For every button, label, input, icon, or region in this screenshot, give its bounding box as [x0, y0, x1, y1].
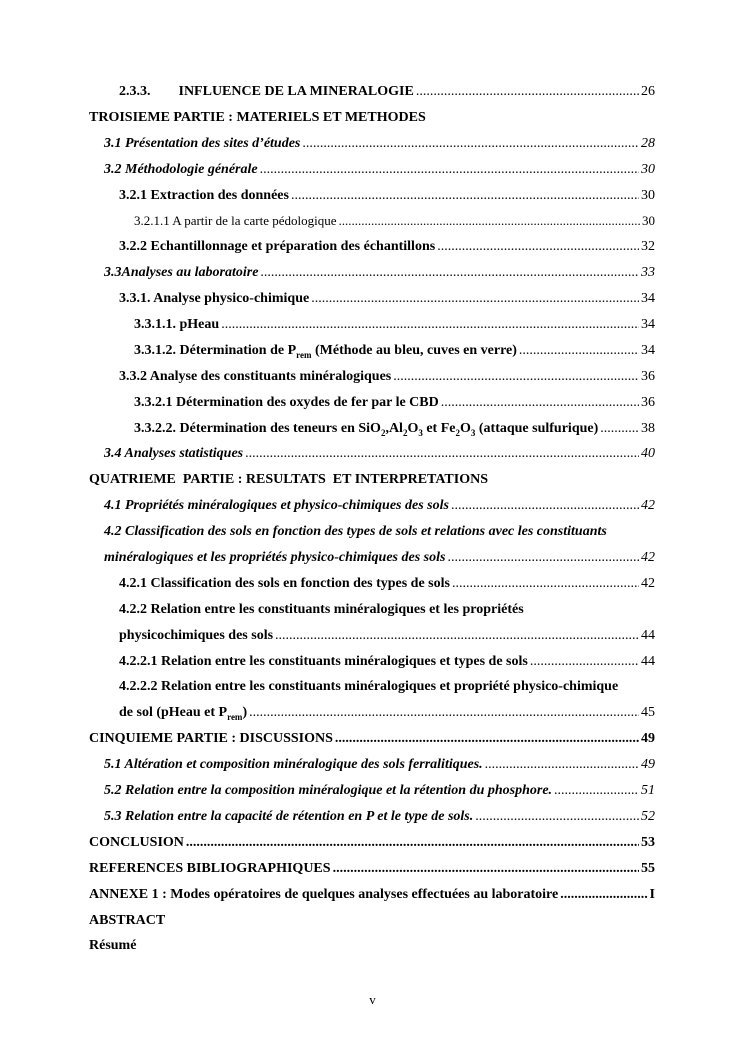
toc-title: 4.1 Propriétés minéralogiques et physico-chimiques des sols: [104, 498, 449, 514]
toc-title-continued: physicochimiques des sols: [119, 627, 274, 643]
dot-leader: [393, 369, 639, 385]
dot-leader: [600, 421, 639, 437]
toc-page: 45: [641, 705, 655, 721]
toc-references: [89, 861, 655, 887]
toc-entry-3-2-1: [89, 188, 655, 214]
toc-page: 42: [641, 498, 655, 514]
toc-conclusion: [89, 835, 655, 861]
toc-title: 3.3.2 Analyse des constituants minéralogiques: [119, 368, 392, 384]
toc-title: 4.2.1 Classification des sols en fonction des types de sols: [119, 575, 450, 591]
toc-page: 51: [641, 783, 655, 799]
toc-title: 3.2.2 Echantillonnage et préparation des échantillons: [119, 239, 436, 255]
toc-entry-4-2-2-line1: [89, 602, 655, 628]
toc-entry-3-4: [89, 446, 655, 472]
dot-leader: [485, 757, 639, 773]
toc-entry-5-1: [89, 757, 655, 783]
toc-entry-3-3-2-1: [89, 395, 655, 421]
toc-entry-5-2: [89, 783, 655, 809]
toc-title: QUATRIEME PARTIE : RESULTATS ET INTERPRETATIONS: [89, 472, 488, 488]
toc-resume: [89, 938, 655, 964]
toc-entry-3-3-2-2: [89, 421, 655, 447]
toc-title: CINQUIEME PARTIE : DISCUSSIONS: [89, 731, 333, 747]
toc-title: REFERENCES BIBLIOGRAPHIQUES: [89, 860, 331, 876]
toc-page: 36: [641, 368, 655, 384]
toc-title: 4.2.2.2 Relation entre les constituants minéralogiques et propriété physico-chimique: [119, 679, 619, 695]
toc-page: 30: [641, 187, 655, 203]
dot-leader: [554, 783, 639, 799]
toc-page: 55: [641, 860, 655, 876]
toc-title: 3.2.1.1 A partir de la carte pédologique: [134, 213, 337, 229]
toc-entry-4-2-2-2-line2: [89, 705, 655, 731]
toc-page: 30: [641, 161, 655, 177]
toc-page: 32: [641, 239, 655, 255]
dot-leader: [260, 265, 639, 281]
toc-title: TROISIEME PARTIE : MATERIELS ET METHODES: [89, 109, 426, 125]
toc-page: I: [649, 886, 655, 902]
dot-leader: [260, 162, 639, 178]
dot-leader: [475, 809, 639, 825]
dot-leader: [447, 550, 639, 566]
dot-leader: [335, 731, 639, 747]
dot-leader: [530, 654, 639, 670]
toc-entry-3-3-1: [89, 291, 655, 317]
toc-page: 52: [641, 808, 655, 824]
toc-title: 5.1 Altération et composition minéralogique des sols ferralitiques.: [104, 757, 483, 773]
toc-title: 3.3.1. Analyse physico-chimique: [119, 291, 310, 307]
toc-page: 42: [641, 575, 655, 591]
toc-title: 3.4 Analyses statistiques: [104, 446, 244, 462]
dot-leader: [186, 835, 639, 851]
toc-entry-3-2-1-1: [89, 213, 655, 239]
toc-title: 3.3Analyses au laboratoire: [104, 265, 259, 281]
dot-leader: [452, 576, 639, 592]
toc-entry-4-1: [89, 498, 655, 524]
toc-page: 34: [641, 342, 655, 358]
toc-entry-4-2-2-line2: [89, 628, 655, 654]
toc-title: 4.2.2 Relation entre les constituants minéralogiques et les propriétés: [119, 601, 524, 617]
toc-entry-3-2-2: [89, 239, 655, 265]
toc-title: CONCLUSION: [89, 834, 184, 850]
dot-leader: [441, 395, 639, 411]
toc-title: ABSTRACT: [89, 912, 166, 928]
dot-leader: [519, 343, 639, 359]
toc-title-continued: minéralogiques et les propriétés physico-chimiques des sols: [104, 550, 446, 566]
toc-page: 26: [641, 84, 655, 99]
toc-part-3-heading: [89, 110, 655, 136]
toc-title: 3.2.1 Extraction des données: [119, 187, 289, 203]
dot-leader: [221, 317, 639, 333]
toc-title: 5.3 Relation entre la capacité de rétention en P et le type de sols.: [104, 808, 474, 824]
dot-leader: [437, 239, 639, 255]
toc-title: 3.3.2.1 Détermination des oxydes de fer par le CBD: [134, 394, 439, 410]
dot-leader: [560, 887, 647, 903]
dot-leader: [416, 84, 639, 100]
toc-title: 4.2 Classification des sols en fonction des types de sols et relations avec les constituants: [104, 524, 607, 540]
toc-title: INFLUENCE DE LA MINERALOGIE: [178, 84, 414, 99]
toc-title: Résumé: [89, 938, 137, 954]
toc-entry-2-3-3: [89, 84, 655, 110]
toc-entry-3-3: [89, 265, 655, 291]
dot-leader: [451, 498, 639, 514]
table-of-contents: [89, 84, 655, 964]
toc-title: 3.3.2.2. Détermination des teneurs en $SiO_2,Al_2O_3$ et $Fe_2O_3$ (attaque sulfurique): [134, 420, 599, 438]
toc-part-4-heading: [89, 472, 655, 498]
toc-title-continued: de sol (pHeau et $P_{rem}$): [119, 705, 248, 723]
toc-page: 30: [642, 213, 655, 229]
toc-entry-4-2-2-2-line1: [89, 679, 655, 705]
toc-entry-4-2-1: [89, 576, 655, 602]
dot-leader: [311, 291, 639, 307]
toc-entry-4-2-line2: [89, 550, 655, 576]
dot-leader: [249, 705, 639, 721]
toc-page: 44: [641, 627, 655, 643]
dot-leader: [333, 861, 639, 877]
toc-page: 33: [641, 265, 655, 281]
toc-page: 28: [641, 135, 655, 151]
dot-leader: [302, 136, 639, 152]
toc-title: 3.3.1.1. pHeau: [134, 317, 220, 333]
toc-abstract: [89, 913, 655, 939]
toc-page: 40: [641, 446, 655, 462]
dot-leader: [245, 446, 639, 462]
toc-title: 5.2 Relation entre la composition minéralogique et la rétention du phosphore.: [104, 783, 553, 799]
toc-page: 36: [641, 394, 655, 410]
dot-leader: [275, 628, 639, 644]
toc-title: 3.3.1.2. Détermination de $P_{rem}$ (Méthode au bleu, cuves en verre): [134, 342, 517, 360]
toc-entry-3-3-1-2: [89, 343, 655, 369]
toc-title: 4.2.2.1 Relation entre les constituants minéralogiques et types de sols: [119, 653, 528, 669]
toc-entry-3-1: [89, 136, 655, 162]
toc-page: 34: [641, 317, 655, 333]
toc-page: 42: [641, 550, 655, 566]
toc-page: 34: [641, 291, 655, 307]
toc-entry-5-3: [89, 809, 655, 835]
toc-annex-1: [89, 887, 655, 913]
toc-entry-4-2-line1: [89, 524, 655, 550]
toc-section-number: 2.3.3.: [119, 84, 151, 99]
toc-entry-3-3-2: [89, 369, 655, 395]
dot-leader: [339, 213, 640, 229]
toc-part-5: [89, 731, 655, 757]
dot-leader: [291, 188, 639, 204]
toc-entry-4-2-2-1: [89, 654, 655, 680]
toc-page: 49: [641, 757, 655, 773]
toc-page: 44: [641, 653, 655, 669]
toc-title: 3.2 Méthodologie générale: [104, 161, 258, 177]
toc-page: 38: [641, 420, 655, 436]
page-number: v: [369, 992, 376, 1007]
toc-entry-3-3-1-1: [89, 317, 655, 343]
toc-title: ANNEXE 1 : Modes opératoires de quelques analyses effectuées au laboratoire: [89, 886, 559, 902]
toc-page: 49: [641, 731, 655, 747]
toc-title: 3.1 Présentation des sites d’études: [104, 135, 301, 151]
toc-page: 53: [641, 834, 655, 850]
toc-entry-3-2: [89, 162, 655, 188]
